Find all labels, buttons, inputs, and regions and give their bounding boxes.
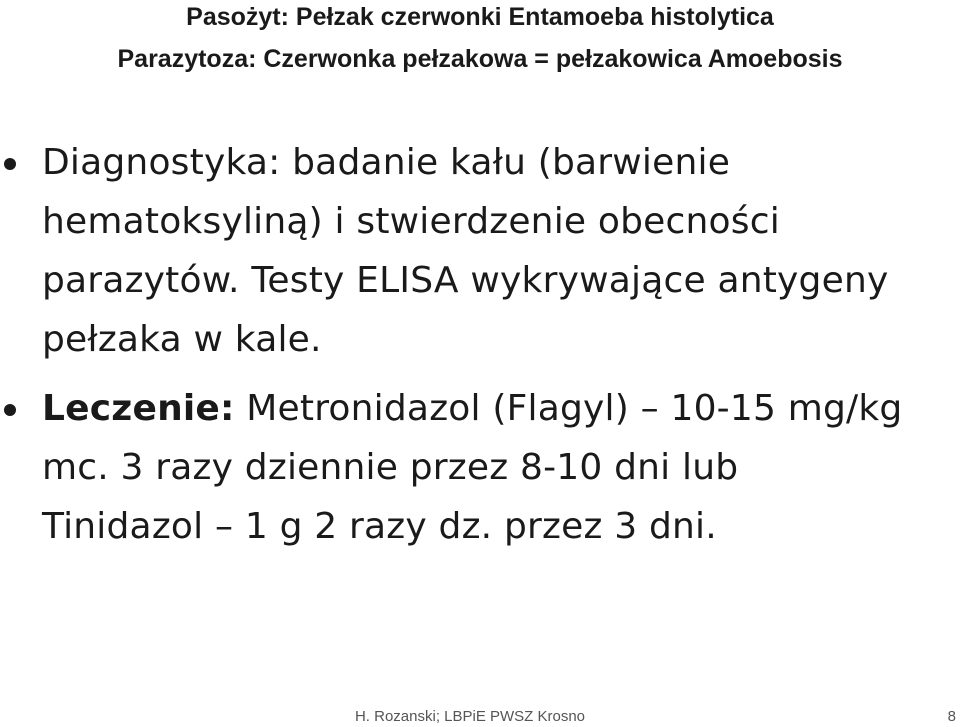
bullet-label: Diagnostyka	[42, 142, 269, 183]
bullet-line: Tinidazol – 1 g 2 razy dz. przez 3 dni.	[42, 506, 717, 547]
bullet-line	[42, 379, 957, 438]
bullet-point-icon	[4, 158, 16, 170]
bullet-diagnostyka	[42, 133, 957, 369]
bullet-line	[42, 133, 957, 192]
footer-page-number: 8	[947, 708, 956, 725]
bullet-line: parazytów. Testy ELISA wykrywające antygeny	[42, 260, 889, 301]
bullet-line: pełzaka w kale.	[42, 319, 322, 360]
bullet-label: Leczenie:	[42, 388, 235, 429]
bullet-line-text: Metronidazol (Flagyl) – 10-15 mg/kg	[234, 388, 903, 429]
bullet-leczenie	[42, 379, 957, 556]
bullet-label-suffix: :	[268, 142, 281, 183]
bullet-line: hematoksyliną) i stwierdzenie obecności	[42, 201, 780, 242]
footer-author: H. Rozanski; LBPiE PWSZ Krosno	[354, 708, 586, 725]
bullet-line-text: badanie kału (barwienie	[280, 142, 731, 183]
slide-title-line-1: Pasożyt: Pełzak czerwonki Entamoeba histolytica	[186, 3, 774, 31]
slide-title-line-2: Parazytoza: Czerwonka pełzakowa = pełzakowica Amoebosis	[117, 45, 843, 73]
bullet-line: mc. 3 razy dziennie przez 8-10 dni lub	[42, 447, 739, 488]
bullet-point-icon	[4, 404, 16, 416]
